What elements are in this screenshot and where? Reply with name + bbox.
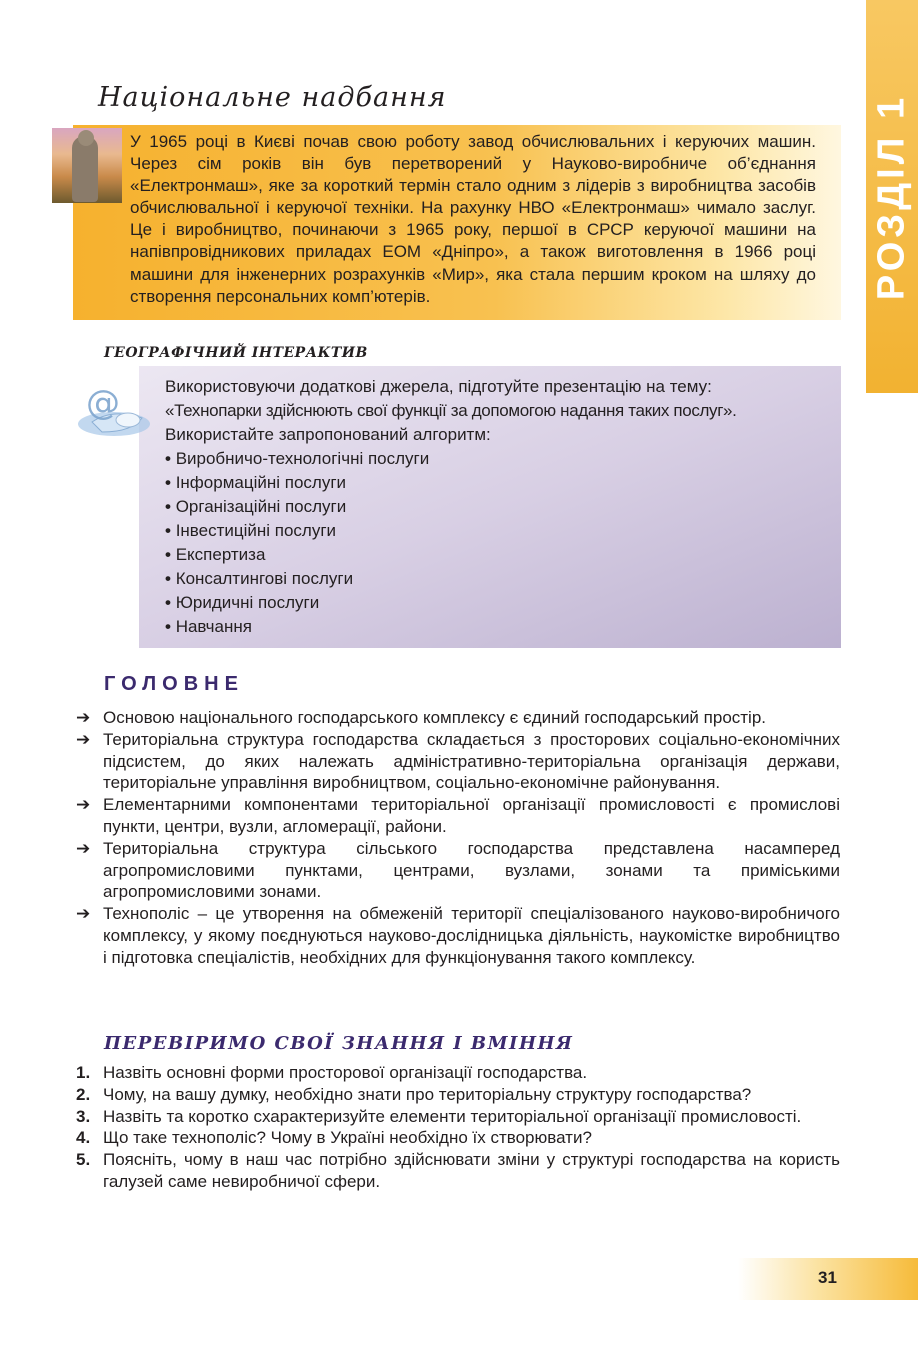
list-item: • Виробничо-технологічні послуги	[165, 447, 825, 471]
question-item	[76, 1084, 840, 1106]
list-item: • Консалтингові послуги	[165, 567, 825, 591]
question-item	[76, 1106, 840, 1128]
question-item	[76, 1127, 840, 1149]
svg-text:@: @	[86, 383, 120, 423]
main-section-title: ГОЛОВНЕ	[104, 673, 244, 695]
list-item: • Інвестиційні послуги	[165, 519, 825, 543]
question-text: Чому, на вашу думку, необхідно знати про територіальну структуру господарства?	[103, 1084, 752, 1104]
question-text: Поясніть, чому в наш час потрібно здійснювати зміни у структурі господарства на користь галузей саме невиробничої сфери.	[103, 1150, 840, 1191]
question-text: Назвіть основні форми просторової організації господарства.	[103, 1063, 588, 1082]
question-item	[76, 1149, 840, 1193]
interactive-line-2: «Технопарки здійснюють свої функції за допомогою надання таких послуг».	[165, 401, 737, 420]
page-number: 31	[818, 1268, 837, 1287]
list-item: • Інформаційні послуги	[165, 471, 825, 495]
arrow-icon: ➔	[76, 795, 91, 815]
chapter-side-tab-label: РОЗДІЛ 1	[870, 93, 913, 301]
question-list	[76, 1062, 840, 1193]
question-number: 5.	[76, 1150, 91, 1170]
arrow-icon: ➔	[76, 838, 91, 858]
interactive-text	[165, 375, 825, 639]
list-item	[76, 729, 840, 794]
main-item-text: Елементарними компонентами територіальної організації промисловості є промислові пункти, центри, вузли, агломерації, райони.	[103, 795, 840, 836]
statue-head	[78, 130, 94, 146]
list-item	[76, 794, 840, 838]
question-text: Що таке технополіс? Чому в Україні необхідно їх створювати?	[103, 1128, 592, 1148]
arrow-icon: ➔	[76, 708, 91, 727]
interactive-line-1: Використовуючи додаткові джерела, підготуйте презентацію на тему:	[165, 377, 712, 396]
list-item: • Організаційні послуги	[165, 495, 825, 519]
main-item-text: Територіальна структура сільського господарства представлена насамперед агропромисловими пунктами, центрами, вузлами, зонами та приміськими агропромисловими зонами.	[103, 838, 840, 902]
list-item: • Експертиза	[165, 543, 825, 567]
question-number: 3.	[76, 1106, 91, 1126]
question-number: 2.	[76, 1084, 91, 1104]
question-number: 1.	[76, 1063, 91, 1082]
main-item-text: Основою національного господарського комплексу є єдиний господарський простір.	[103, 708, 767, 727]
list-item	[76, 707, 840, 729]
main-item-text: Територіальна структура господарства складається з просторових соціально-економічних підсистем, до яких належать адміністративно-територіальна організація держави, територіальне управління виробництвом, соціально-економічне районування.	[103, 729, 840, 793]
interactive-label: ГЕОГРАФІЧНИЙ ІНТЕРАКТИВ	[104, 345, 368, 361]
question-number: 4.	[76, 1128, 91, 1148]
list-item: • Юридичні послуги	[165, 591, 825, 615]
check-section-title: ПЕРЕВІРИМО СВОЇ ЗНАННЯ І ВМІННЯ	[104, 1033, 574, 1054]
main-item-text: Технополіс – це утворення на обмеженій території спеціалізованого науково-виробничого комплексу, у якому поєднуються науково-дослідницька діяльність, наукомістке виробництво і підготовка спеціалістів, необхідних для функціонування такого комплексу.	[103, 904, 840, 967]
main-list	[76, 707, 840, 969]
arrow-icon: ➔	[76, 729, 91, 749]
at-sign-mouse-icon	[72, 378, 152, 440]
heritage-text: У 1965 році в Києві почав свою роботу завод обчислювальних і керуючих машин. Через сім років він був перетворений у Науково-виробниче об’єднання «Електронмаш», яке за короткий термін стало одним з лідерів з виробництва засобів обчислювальної і керуючої техніки. На рахунку НВО «Електронмаш» чимало заслуг. Це і виробництво, починаючи з 1965 року, першої в СРСР керуючої машини на напівпровідникових приладах ЕОМ «Дніпро», а також виготовлення в 1966 році машини для інженерних розрахунків «Мир», яка стала першим кроком на шляху до створення персональних комп’ютерів.	[130, 132, 816, 306]
list-item	[76, 838, 840, 903]
interactive-line-3: Використайте запропонований алгоритм:	[165, 425, 491, 444]
question-text: Назвіть та коротко схарактеризуйте елементи територіальної організації промисловості.	[103, 1106, 802, 1126]
statue-photo-icon	[52, 128, 122, 203]
interactive-list	[165, 447, 825, 639]
list-item: • Навчання	[165, 615, 825, 639]
list-item	[76, 903, 840, 968]
question-item	[76, 1062, 840, 1084]
heritage-title: Національне надбання	[98, 82, 447, 113]
arrow-icon: ➔	[76, 904, 91, 924]
